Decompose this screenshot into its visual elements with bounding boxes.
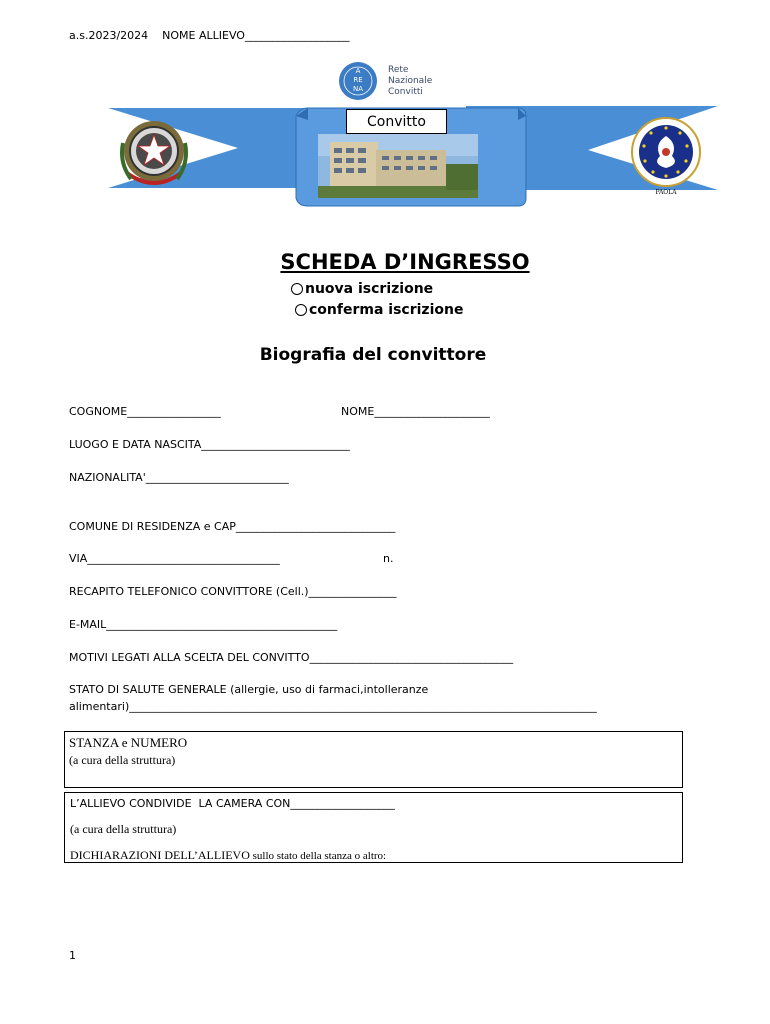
page-title: SCHEDA D’INGRESSO — [280, 250, 530, 274]
header-line — [69, 29, 349, 42]
svg-text:Convitti: Convitti — [388, 87, 423, 97]
radio-icon[interactable] — [295, 304, 307, 316]
svg-text:Rete: Rete — [388, 65, 409, 75]
italian-republic-emblem-icon — [117, 113, 191, 195]
field-motivi[interactable]: MOTIVI LEGATI ALLA SCELTA DEL CONVITTO_____________________________________ — [69, 651, 514, 664]
dichiarazioni-bold: DICHIARAZIONI DELL’ALLIEVO — [70, 848, 250, 862]
field-luogo-data-nascita[interactable]: LUOGO E DATA NASCITA___________________________ — [69, 438, 350, 451]
option-confirm-enrollment[interactable] — [295, 302, 463, 318]
field-salute-line1: STATO DI SALUTE GENERALE (allergie, uso di farmaci,intolleranze — [69, 683, 429, 696]
svg-text:RE: RE — [353, 76, 363, 84]
banner-label: Convitto — [346, 109, 447, 134]
svg-text:A: A — [355, 67, 361, 75]
institute-emblem-icon — [620, 108, 712, 196]
option-new-enrollment[interactable] — [291, 281, 433, 297]
option-label: conferma iscrizione — [309, 302, 464, 318]
building-photo — [318, 134, 478, 198]
field-comune-cap[interactable]: COMUNE DI RESIDENZA e CAP_____________________________ — [69, 520, 396, 533]
field-recapito[interactable]: RECAPITO TELEFONICO CONVITTORE (Cell.)________________ — [69, 585, 397, 598]
stanza-label: STANZA e NUMERO — [69, 735, 188, 750]
page-number: 1 — [69, 949, 76, 962]
svg-text:NA: NA — [352, 85, 364, 93]
field-nome[interactable]: NOME_____________________ — [341, 405, 490, 418]
camera-label: L’ALLIEVO CONDIVIDE LA CAMERA CON___________________ — [70, 797, 395, 810]
section-subtitle: Biografia del convittore — [259, 345, 487, 365]
field-salute-line2[interactable]: alimentari)_____________________________________________________________________________________ — [69, 700, 597, 713]
dichiarazioni-rest: sullo stato della stanza o altro: — [249, 850, 387, 862]
svg-text:Nazionale: Nazionale — [388, 76, 433, 86]
box-camera[interactable] — [64, 792, 683, 863]
field-numero[interactable]: n. — [383, 552, 394, 565]
option-label: nuova iscrizione — [305, 281, 434, 297]
field-via[interactable]: VIA___________________________________ — [69, 552, 280, 565]
field-email[interactable]: E-MAIL__________________________________________ — [69, 618, 338, 631]
dichiarazioni — [70, 848, 386, 863]
box-stanza[interactable] — [64, 731, 683, 788]
field-cognome[interactable]: COGNOME_________________ — [69, 405, 221, 418]
field-nazionalita[interactable]: NAZIONALITA'__________________________ — [69, 471, 289, 484]
right-emblem-caption: PAOLA — [655, 189, 677, 196]
camera-note: (a cura della struttura) — [70, 822, 177, 836]
arena-logo — [338, 59, 448, 103]
student-name-label: NOME ALLIEVO___________________ — [162, 29, 350, 42]
school-year: a.s.2023/2024 — [69, 29, 149, 42]
radio-icon[interactable] — [291, 283, 303, 295]
stanza-note: (a cura della struttura) — [69, 753, 176, 767]
